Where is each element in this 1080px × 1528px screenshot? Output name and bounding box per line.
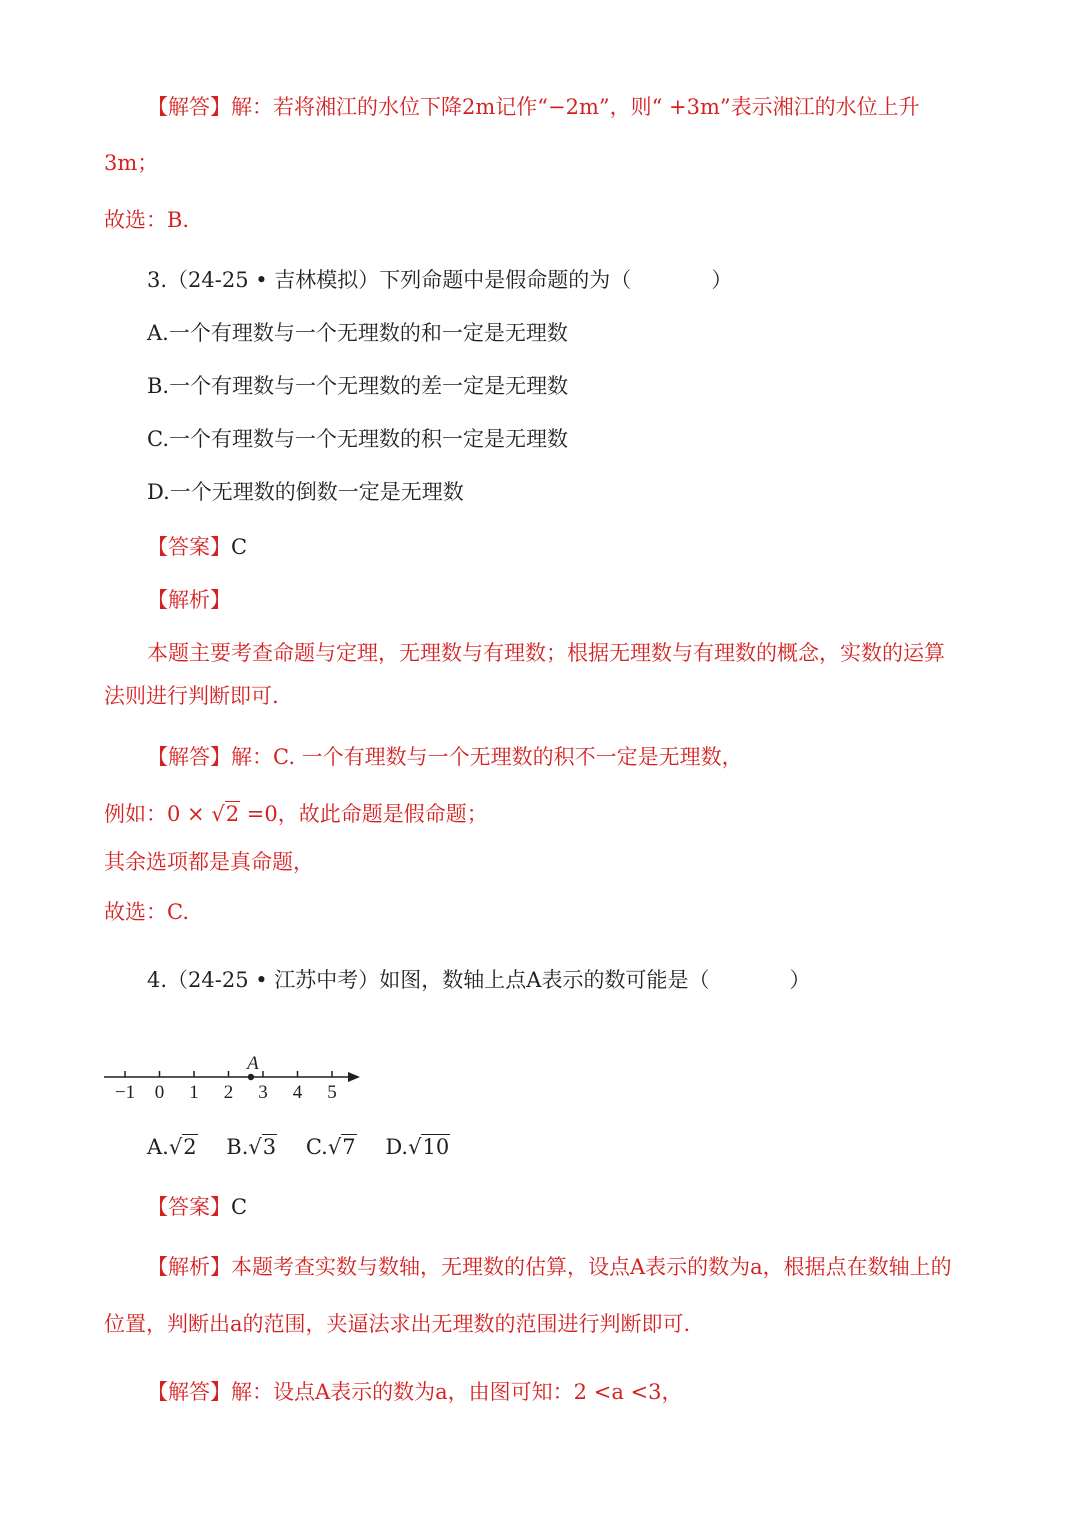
q4-stem-close: ）	[789, 968, 811, 992]
q4-option-b-sqrt	[248, 1134, 277, 1159]
q3-answer-tag: 【答案】	[147, 535, 231, 559]
q3-answer-value: C	[231, 535, 248, 559]
q4-analysis-line2: 位置，判断出a的范围，夹逼法求出无理数的范围进行判断即可.	[104, 1312, 691, 1336]
q3-option-d: D.一个无理数的倒数一定是无理数	[147, 480, 464, 504]
q4-solution-line1	[147, 1377, 682, 1407]
q4-option-a-sqrt	[169, 1134, 198, 1159]
q4-option-c-radicand: 7	[342, 1135, 356, 1159]
q3-option-a: A.一个有理数与一个无理数的和一定是无理数	[147, 321, 568, 345]
q4-option-b-radicand: 3	[262, 1135, 277, 1159]
q3-example-radicand: 2	[225, 802, 240, 826]
q3-solution-text: 解：C. 一个有理数与一个无理数的积不一定是无理数，	[231, 745, 743, 769]
number-line-tick-label: 5	[327, 1082, 337, 1103]
q2-answer-text: 解：若将湘江的水位下降2m记作“−2m”，则“ +3m”表示湘江的水位上升	[231, 95, 920, 119]
q4-analysis-tag: 【解析】	[147, 1255, 231, 1279]
q3-analysis-tag: 【解析】	[147, 588, 231, 612]
q4-option-a-radicand: 2	[183, 1135, 197, 1159]
q3-example-prefix: 例如：0 ×	[104, 802, 212, 826]
q3-stem-close: ）	[711, 268, 733, 292]
q4-solution-tag: 【解答】	[147, 1380, 231, 1404]
number-line-tick-label: 0	[154, 1082, 165, 1103]
q3-others: 其余选项都是真命题，	[104, 850, 314, 874]
q4-solution-text: 解：设点A表示的数为a，由图可知：2 <a <3，	[231, 1380, 683, 1404]
q3-option-b: B.一个有理数与一个无理数的差一定是无理数	[147, 374, 569, 398]
q4-option-c-sqrt	[328, 1134, 357, 1159]
number-line-tick-label: 3	[258, 1082, 268, 1103]
q4-option-d	[385, 1135, 450, 1159]
q3-solution-line1	[147, 742, 743, 772]
q4-option-d-radicand: 10	[422, 1135, 450, 1159]
q4-answer-value: C	[231, 1195, 248, 1219]
q4-option-c	[306, 1135, 357, 1159]
q4-stem-text: 4.（24-25 • 江苏中考）如图，数轴上点A表示的数可能是（	[147, 968, 710, 992]
sqrt-sign-icon: √	[408, 1135, 422, 1159]
q3-example-sqrt	[211, 801, 240, 826]
sqrt-sign-icon: √	[248, 1135, 262, 1159]
q4-option-d-letter: D.	[385, 1135, 409, 1159]
q2-answer-line2: 3m；	[104, 151, 159, 175]
q3-example-suffix: =0，故此命题是假命题；	[240, 802, 488, 826]
q4-options	[147, 1132, 472, 1162]
number-line-figure	[100, 1048, 370, 1108]
q4-option-c-letter: C.	[305, 1135, 328, 1159]
q4-stem	[147, 965, 810, 995]
sqrt-sign-icon: √	[327, 1135, 342, 1159]
q3-answer	[147, 532, 247, 562]
number-line-tick-label: 4	[292, 1082, 303, 1103]
q4-analysis-text: 本题考查实数与数轴，无理数的估算，设点A表示的数为a，根据点在数轴上的	[231, 1255, 952, 1279]
number-line-arrow-icon	[348, 1072, 360, 1082]
q3-solution-tag: 【解答】	[147, 745, 231, 769]
q3-stem-text: 3.（24-25 • 吉林模拟）下列命题中是假命题的为（	[147, 268, 632, 292]
sqrt-sign-icon: √	[168, 1135, 183, 1159]
q2-answer-line1	[147, 92, 920, 122]
q4-answer-tag: 【答案】	[147, 1195, 231, 1219]
point-a-marker	[248, 1074, 254, 1080]
q2-answer-tag: 【解答】	[147, 95, 231, 119]
q4-analysis-line1	[147, 1252, 952, 1282]
q3-final-choice: 故选：C.	[104, 900, 189, 924]
q3-analysis-line1: 本题主要考查命题与定理，无理数与有理数；根据无理数与有理数的概念，实数的运算	[147, 641, 945, 665]
q4-option-b	[226, 1135, 277, 1159]
q4-option-b-letter: B.	[226, 1135, 249, 1159]
number-line-tick-label: 2	[223, 1082, 234, 1103]
q3-stem	[147, 265, 732, 295]
point-a-label: A	[247, 1053, 259, 1074]
sqrt-sign-icon: √	[211, 802, 225, 826]
q4-option-a	[147, 1135, 198, 1159]
q4-answer	[147, 1192, 247, 1222]
number-line-tick-label: −1	[114, 1082, 136, 1103]
q4-option-d-sqrt	[408, 1134, 450, 1159]
q2-final-choice: 故选：B.	[104, 208, 190, 232]
q3-option-c: C.一个有理数与一个无理数的积一定是无理数	[147, 427, 568, 451]
q3-analysis-line2: 法则进行判断即可.	[104, 684, 279, 708]
q4-option-a-letter: A.	[147, 1135, 169, 1159]
q3-example	[104, 799, 488, 829]
number-line-tick-label: 1	[189, 1082, 199, 1103]
